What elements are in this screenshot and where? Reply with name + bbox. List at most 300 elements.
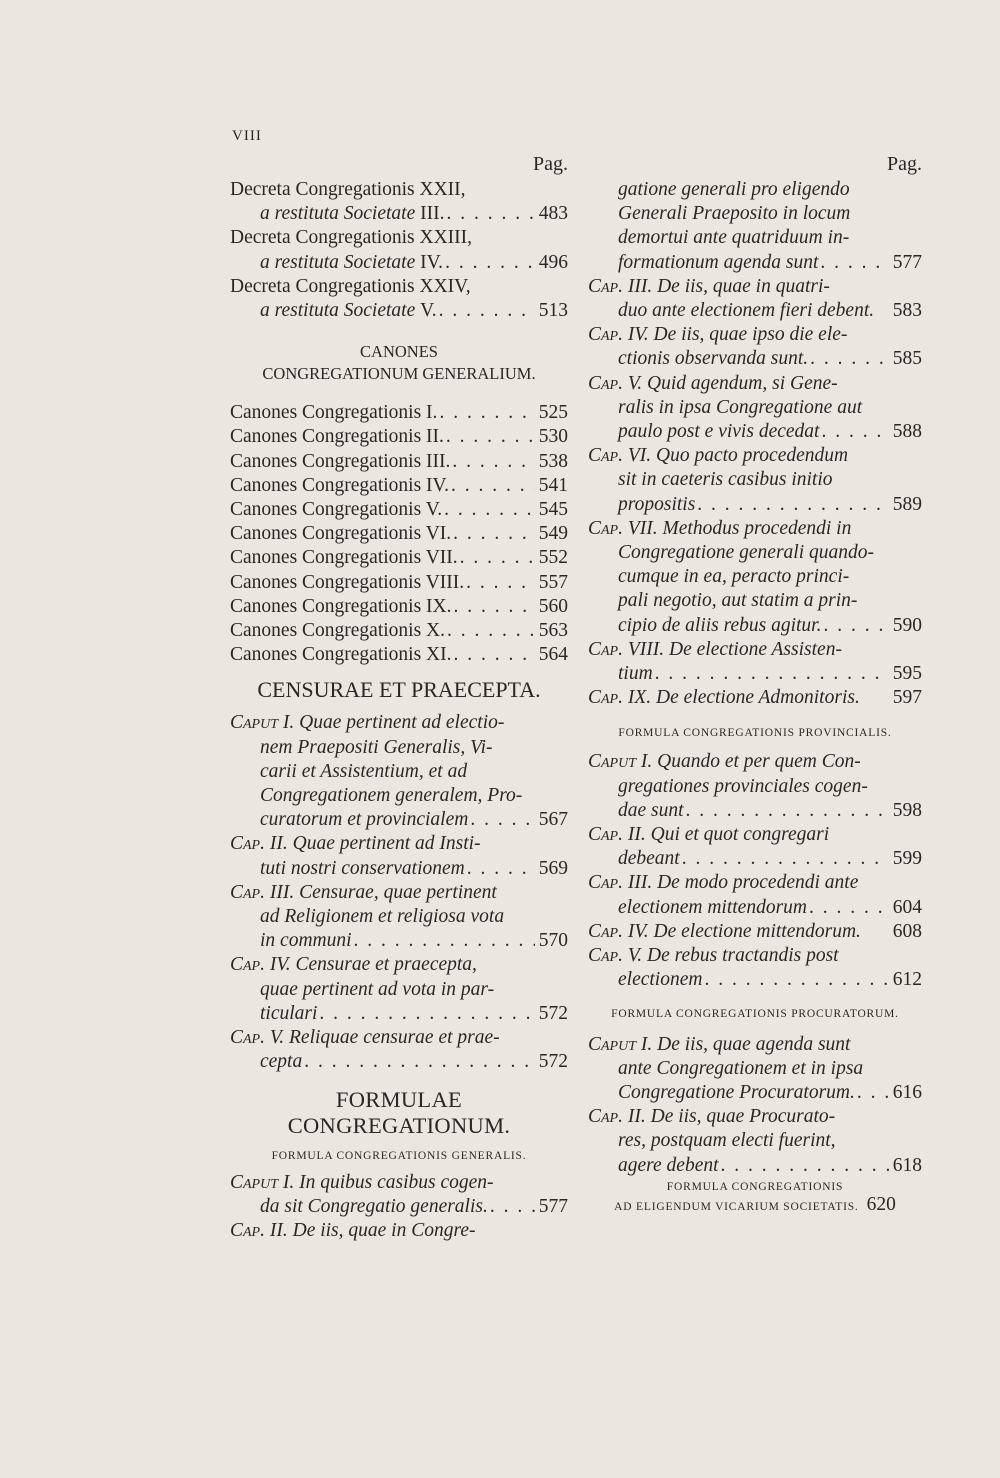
toc-line [588,323,922,347]
toc-entry [588,372,922,445]
entry-text-main: Quae pertinent ad electio- [299,712,505,734]
entry-text-main: Quid agendum, si Gene- [647,372,838,394]
entry-text-main: cumque in ea, peracto princi- [618,566,850,588]
entry-text [230,1219,476,1243]
entry-text [260,299,437,323]
toc-line [230,546,568,570]
entry-text-main: ante Congregationem et in ipsa [618,1057,864,1079]
entry-text [230,1171,494,1195]
entry-text [618,1057,863,1081]
entry-text [230,711,504,735]
section-heading [588,1193,922,1216]
toc-line [588,896,922,920]
toc-line [588,347,922,371]
chapter-label: Cap. VIII. [588,638,670,660]
entry-text [618,347,808,371]
entry-text [588,750,861,774]
toc-line [588,372,922,396]
entry-text-main: quae pertinent ad vota in par- [260,978,495,1000]
spacer [230,1075,568,1087]
toc-entry [230,498,568,522]
leader-dots [655,662,889,686]
entry-text-main: Quo pacto procedendum [656,445,849,467]
entry-text-main: ralis in ipsa Congregatione aut [618,396,863,418]
entry-text [618,541,874,565]
spacer [230,385,568,401]
toc-left-body [230,178,568,1243]
entry-text-main: Canones Congregationis VIII. [230,571,465,593]
section-heading: CENSURAE ET PRAECEPTA. [257,677,541,703]
spacer [860,686,891,710]
entry-text-main: ad Religionem et religiosa vota [260,906,505,928]
entry-text-main: Canones Congregationis V. [230,499,443,521]
entry-text-main: pali negotio, aut statim a prin- [618,590,858,612]
toc-entry [230,522,568,546]
leader-dots [810,347,889,371]
leader-dots [445,251,535,275]
entry-text-main: duo ante electionem fieri debent. [618,300,875,322]
toc-line [588,614,922,638]
spacer [230,1139,568,1147]
entry-text [230,571,464,595]
pag-label-left: Pag. [533,153,568,175]
page-ref: 572 [538,1002,568,1024]
toc-line [230,251,568,275]
toc-line [230,832,568,856]
entry-text-main: nem Praepositi Generalis, Vi- [260,736,493,758]
toc-line [230,299,568,323]
page-ref: 560 [538,595,568,617]
toc-line [230,474,568,498]
section-heading: CANONES [360,342,438,362]
chapter-label: Cap. V. [230,1027,290,1049]
toc-line [588,662,922,686]
entry-text [260,978,494,1002]
entry-text [260,857,465,881]
toc-line [588,420,922,444]
toc-line [230,1195,568,1219]
toc-line [230,881,568,905]
entry-text [588,920,861,944]
entry-text-main: De iis, quae in Congre- [292,1219,476,1241]
toc-entry [230,401,568,425]
toc-entry [588,323,922,371]
toc-line [588,1105,922,1129]
entry-text [588,275,830,299]
chapter-label: Cap. II. [588,824,651,846]
entry-text [588,1105,835,1129]
toc-right-column [588,152,922,1216]
toc-line [588,1057,922,1081]
entry-text-italic: a restituta Societate [260,203,421,225]
toc-line [588,775,922,799]
entry-text [230,275,471,299]
chapter-label: Cap. IV. [588,920,654,942]
toc-line [230,226,568,250]
entry-text [260,784,522,808]
page-ref: 590 [892,614,922,636]
entry-text-main: carii et Assistentium, et ad [260,760,468,782]
toc-line [230,929,568,953]
toc-line [230,978,568,1002]
toc-line [588,589,922,613]
toc-line [588,468,922,492]
toc-entry [230,299,568,323]
toc-entry [230,450,568,474]
entry-text-main: De electione Admonitoris. [656,687,860,709]
toc-line [230,1050,568,1074]
entry-text-main: De iis, quae in quatri- [657,275,830,297]
section-heading: FORMULA CONGREGATIONIS PROVINCIALIS. [618,727,892,740]
page-ref: 595 [892,663,922,685]
entry-text [618,226,849,250]
toc-entry [230,595,568,619]
spacer [230,323,568,341]
page-ref: 599 [892,848,922,870]
entry-text [588,944,839,968]
toc-entry [588,517,922,638]
page-ref: 541 [538,474,568,496]
toc-entry [230,1026,568,1074]
spacer [588,710,922,724]
chapter-label: Cap. VI. [588,445,657,467]
entry-text [618,178,850,202]
toc-line [230,808,568,832]
entry-text [618,1081,855,1105]
entry-text [618,468,833,492]
toc-line [230,857,568,881]
entry-text [230,425,444,449]
toc-line [230,619,568,643]
entry-text-main: da sit Congregatio generalis. [260,1195,488,1217]
entry-text-main: gatione generali pro eligendo [618,179,850,200]
chapter-label: Cap. III. [588,872,658,894]
entry-text [260,760,467,784]
entry-text-italic: a restituta Societate [260,300,421,322]
entry-text-roman: V. [420,300,437,322]
toc-line [588,1081,922,1105]
entry-text-main: agere debent [618,1154,719,1176]
toc-entry [230,643,568,667]
entry-text [588,444,848,468]
toc-line [230,760,568,784]
toc-line [588,750,922,774]
page-ref: 525 [538,402,568,424]
chapter-label: Caput I. [588,1033,658,1055]
entry-text [260,1195,488,1219]
toc-entry [588,750,922,823]
entry-text-main: dae sunt [618,799,684,821]
toc-entry [230,226,568,250]
pag-label-right: Pag. [887,153,922,175]
spacer [588,742,922,750]
leader-dots [823,614,888,638]
toc-line [588,968,922,992]
chapter-label: Cap. III. [230,881,300,903]
leader-dots [470,808,534,832]
entry-text-main: De electione mittendorum. [653,920,861,942]
page-ref: 564 [538,644,568,666]
entry-text [230,881,497,905]
entry-text-main: res, postquam electi fuerint, [618,1130,836,1152]
section-heading: FORMULA CONGREGATIONIS [666,1180,844,1193]
entry-text-main: in communi [260,930,352,952]
entry-text [588,823,829,847]
section-heading: FORMULA CONGREGATIONIS PROCURATORUM. [611,1007,899,1020]
page-ref: 549 [538,523,568,545]
entry-text [230,1026,500,1050]
page-ref: 612 [892,969,922,991]
entry-text-main: gregationes provinciales cogen- [618,775,868,797]
toc-line [230,784,568,808]
leader-dots [697,493,888,517]
toc-line [230,1219,568,1243]
entry-text-main: De rebus tractandis post [647,945,839,967]
leader-dots [452,450,534,474]
toc-entry [588,1033,922,1106]
toc-entry [230,178,568,202]
toc-entry [230,1171,568,1219]
page-ref: 585 [892,348,922,370]
page-ref: 598 [892,799,922,821]
entry-text-main: Canones Congregationis VI. [230,523,452,545]
toc-line [230,450,568,474]
chapter-label: Cap. VII. [588,517,663,539]
toc-line [588,493,922,517]
leader-dots [444,498,535,522]
spacer [230,703,568,711]
toc-line [588,686,922,710]
leader-dots [821,420,888,444]
entry-text-italic: a restituta Societate [260,251,421,273]
toc-line [588,396,922,420]
entry-text-main: sit in caeteris casibus initio [618,469,833,491]
leader-dots [721,1154,889,1178]
entry-text [618,968,702,992]
page-ref: 577 [892,251,922,273]
entry-text-main: Canones Congregationis IV. [230,474,449,496]
chapter-label: Caput I. [588,751,658,773]
toc-entry [230,1219,568,1243]
leader-dots [809,896,889,920]
toc-line [230,571,568,595]
toc-line [588,944,922,968]
toc-line [588,226,922,250]
toc-entry [588,638,922,686]
entry-text-main: Canones Congregationis X. [230,620,446,642]
page-ref: 618 [892,1154,922,1176]
chapter-label: Caput I. [230,712,300,734]
entry-text [618,662,653,686]
toc-entry [230,881,568,954]
entry-text [230,522,451,546]
entry-text-main: De electione Assisten- [669,638,842,660]
toc-entry [588,178,922,275]
leader-dots [460,546,535,570]
toc-line [230,595,568,619]
chapter-label: Cap. II. [588,1106,651,1128]
toc-entry [230,619,568,643]
toc-entry [588,444,922,517]
entry-text [618,799,684,823]
toc-line [588,565,922,589]
entry-text [618,589,857,613]
leader-dots [820,251,888,275]
spacer [230,667,568,677]
toc-entry [230,474,568,498]
entry-text-roman: IV. [420,251,444,273]
toc-line [588,299,922,323]
entry-text-main: ticulari [260,1002,318,1024]
page-ref: 577 [538,1195,568,1217]
entry-text-main: De iis, quae agenda sunt [657,1033,851,1055]
chapter-label: Cap. II. [230,1219,293,1241]
page-ref: 620 [866,1193,896,1215]
entry-text [588,372,838,396]
entry-text-main: ctionis observanda sunt. [618,348,809,370]
toc-entry [230,953,568,1026]
entry-text-main: Canones Congregationis III. [230,450,451,472]
toc-line [588,251,922,275]
chapter-label: Cap. V. [588,945,648,967]
toc-line [588,799,922,823]
leader-dots [439,401,534,425]
toc-line [230,202,568,226]
leader-dots [451,474,535,498]
entry-text-main: Censurae, quae pertinent [299,881,497,903]
entry-text-main: Congregatione Procuratorum. [618,1081,855,1103]
page-ref: 538 [538,450,568,472]
entry-text [618,896,807,920]
entry-text-main: electionem mittendorum [618,896,807,918]
page-ref: 597 [892,687,922,709]
entry-text [230,832,481,856]
entry-text [260,929,352,953]
chapter-label: Cap. IV. [588,324,654,346]
chapter-label: Cap. V. [588,372,648,394]
entry-text-main: Censurae et praecepta, [295,954,477,976]
toc-line [588,517,922,541]
entry-text-main: formationum agenda sunt [618,251,819,273]
leader-dots [439,299,535,323]
entry-text-roman: III. [420,203,445,225]
toc-entry [588,871,922,919]
entry-text-main: curatorum et provincialem [260,809,469,831]
page-ref: 569 [538,857,568,879]
entry-text [618,847,680,871]
leader-dots [686,799,889,823]
entry-text-main: Canones Congregationis XI. [230,644,452,666]
entry-text-main: De iis, quae ipso die ele- [653,324,848,346]
entry-text-main: Qui et quot congregari [650,824,830,846]
page-ref: 570 [538,930,568,952]
toc-line [230,1026,568,1050]
toc-entry [230,711,568,832]
entry-text [618,565,849,589]
leader-dots [354,929,535,953]
toc-line [588,444,922,468]
entry-text [230,619,445,643]
toc-entry [230,202,568,226]
toc-line [230,643,568,667]
entry-text-main: Decreta Congregationis XXIV, [230,275,471,297]
toc-entry [588,944,922,992]
entry-text [618,202,850,226]
toc-entry [588,1105,922,1178]
leader-dots [446,202,534,226]
page-ref: 583 [892,300,922,322]
page-ref: 608 [892,920,922,942]
leader-dots [704,968,888,992]
toc-line [230,1171,568,1195]
entry-text [260,202,444,226]
spacer [874,299,891,323]
entry-text-main: Quae pertinent ad Insti- [292,833,481,855]
chapter-label: Cap. II. [230,833,293,855]
entry-text [618,775,868,799]
entry-text [260,736,493,760]
entry-text-main: Decreta Congregationis XXII, [230,179,466,200]
entry-text-main: tuti nostri conservationem [260,857,465,879]
toc-right-body [588,178,922,1216]
entry-text [230,226,472,250]
entry-text [618,493,695,517]
entry-text [230,595,452,619]
page-number: VIII [232,128,262,144]
section-heading: FORMULAE CONGREGATIONUM. [287,1086,511,1138]
leader-dots [454,643,535,667]
page-ref: 530 [538,426,568,448]
leader-dots [490,1195,535,1219]
page-ref: 552 [538,547,568,569]
leader-dots [446,425,535,449]
toc-entry [230,275,568,299]
leader-dots [447,619,535,643]
chapter-label: Cap. IX. [588,687,657,709]
entry-text [260,251,443,275]
entry-text-main: propositis [618,493,696,515]
entry-text [618,251,818,275]
toc-entry [588,823,922,871]
toc-line [230,522,568,546]
entry-text-main: Congregatione generali quando- [618,542,874,564]
entry-text-main: debeant [618,848,680,870]
page-ref: 563 [538,620,568,642]
toc-line [230,905,568,929]
entry-text-main: Canones Congregationis I. [230,402,438,424]
entry-text [230,178,466,202]
entry-text-main: Congregationem generalem, Pro- [260,785,523,807]
page-ref: 557 [538,571,568,593]
toc-entry [230,251,568,275]
entry-text [230,546,458,570]
leader-dots [453,522,535,546]
toc-line [230,1002,568,1026]
page-ref: 483 [538,203,568,225]
entry-text-main: Methodus procedendi in [662,517,852,539]
entry-text [260,808,468,832]
toc-entry [230,546,568,570]
entry-text [230,450,450,474]
leader-dots [467,857,535,881]
leader-dots [304,1050,535,1074]
toc-line [588,847,922,871]
toc-line [230,401,568,425]
spacer [588,993,922,1005]
entry-text-main: electionem [618,969,703,991]
toc-entry [588,686,922,710]
toc-entry [588,275,922,323]
